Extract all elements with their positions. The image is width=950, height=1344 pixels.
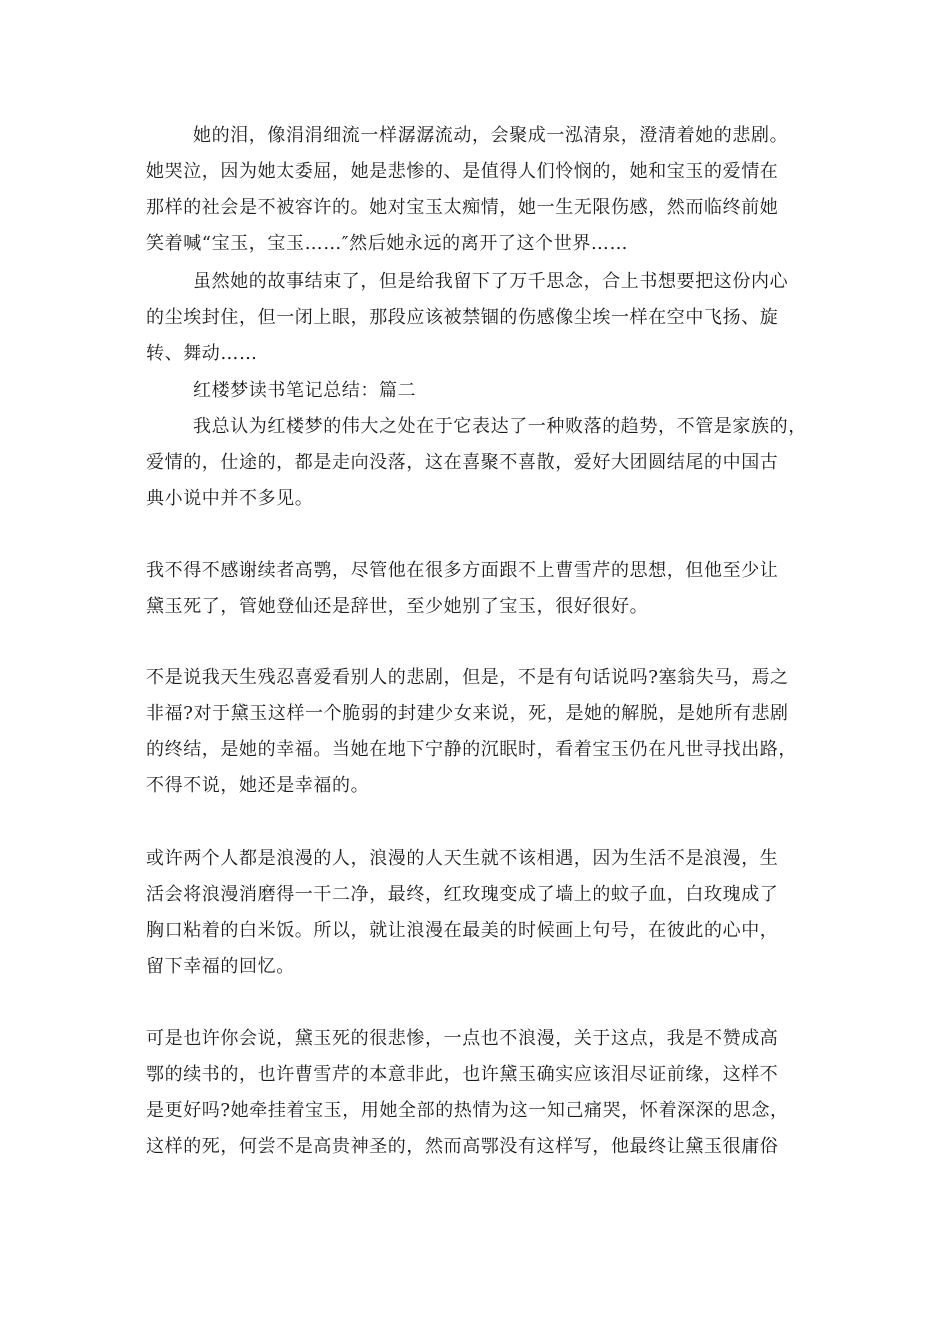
- text-line: 是更好吗?她牵挂着宝玉，用她全部的热情为这一知己痛哭，怀着深深的思念，: [146, 1100, 789, 1121]
- text-line: 她的泪，像涓涓细流一样潺潺流动，会聚成一泓清泉，澄清着她的悲剧。: [193, 125, 789, 146]
- text-line: 的尘埃封住，但一闭上眼，那段应该被禁锢的伤感像尘埃一样在空中飞扬、旋: [146, 307, 779, 328]
- text-line: 胸口粘着的白米饭。所以，就让浪漫在最美的时候画上句号，在彼此的心中，: [146, 920, 779, 941]
- text-line: 活会将浪漫消磨得一干二净，最终，红玫瑰变成了墙上的蚊子血，白玫瑰成了: [146, 884, 779, 905]
- text-line: 黛玉死了，管她登仙还是辞世，至少她别了宝玉，很好很好。: [146, 596, 649, 617]
- text-line: 留下幸福的回忆。: [146, 956, 295, 977]
- text-line: 虽然她的故事结束了，但是给我留下了万千思念，合上书想要把这份内心: [193, 271, 789, 292]
- section-heading: 红楼梦读书笔记总结：篇二: [193, 380, 417, 401]
- text-line: 不是说我天生残忍喜爱看别人的悲剧，但是，不是有句话说吗?塞翁失马，焉之: [146, 667, 789, 688]
- text-line: 爱情的，仕途的，都是走向没落，这在喜聚不喜散，爱好大团圆结尾的中国古: [146, 452, 779, 473]
- text-line: 可是也许你会说，黛玉死的很悲惨，一点也不浪漫，关于这点，我是不赞成高: [146, 1028, 779, 1049]
- text-line: 非福?对于黛玉这样一个脆弱的封建少女来说，死，是她的解脱，是她所有悲剧: [146, 703, 789, 724]
- text-line: 或许两个人都是浪漫的人，浪漫的人天生就不该相遇，因为生活不是浪漫，生: [146, 848, 779, 869]
- text-line: 那样的社会是不被容许的。她对宝玉太痴情，她一生无限伤感，然而临终前她: [146, 197, 779, 218]
- text-line: 她哭泣，因为她太委屈，她是悲惨的、是值得人们怜悯的，她和宝玉的爱情在: [146, 161, 779, 182]
- text-line: 我总认为红楼梦的伟大之处在于它表达了一种败落的趋势，不管是家族的，: [193, 416, 807, 437]
- text-line: 的终结，是她的幸福。当她在地下宁静的沉眠时，看着宝玉仍在凡世寻找出路，: [146, 739, 797, 760]
- text-line: 我不得不感谢续者高鹗，尽管他在很多方面跟不上曹雪芹的思想，但他至少让: [146, 560, 779, 581]
- text-line: 不得不说，她还是幸福的。: [146, 775, 370, 796]
- text-line: 笑着喊“宝玉，宝玉……″然后她永远的离开了这个世界……: [146, 233, 629, 254]
- text-line: 转、舞动……: [146, 343, 258, 364]
- text-line: 鄂的续书的，也许曹雪芹的本意非此，也许黛玉确实应该泪尽证前缘，这样不: [146, 1064, 779, 1085]
- text-line: 典小说中并不多见。: [146, 488, 314, 509]
- text-line: 这样的死，何尝不是高贵神圣的，然而高鄂没有这样写，他最终让黛玉很庸俗: [146, 1136, 779, 1157]
